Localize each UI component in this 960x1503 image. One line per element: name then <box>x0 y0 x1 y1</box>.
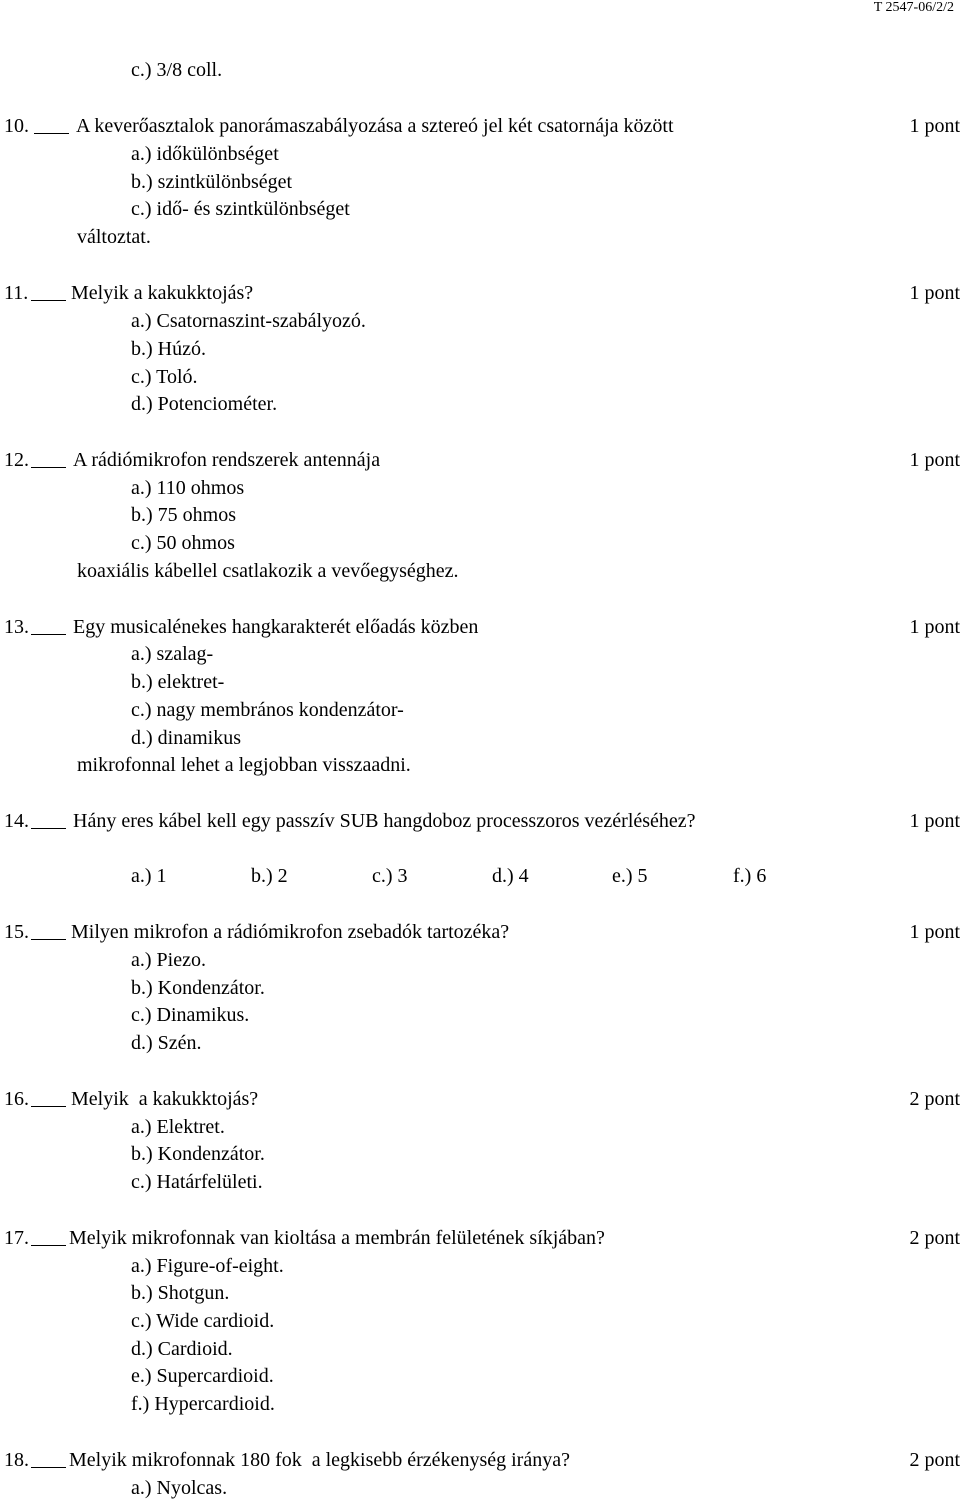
question-tail: koaxiális kábellel csatlakozik a vevőegységhez. <box>77 560 459 582</box>
option-a: a.) 1 <box>131 865 167 887</box>
option-a: a.) Nyolcas. <box>131 1477 228 1499</box>
question-number: 15. <box>4 921 29 943</box>
option-c: c.) idő- és szintkülönbséget <box>131 198 350 220</box>
answer-blank[interactable] <box>31 1106 66 1107</box>
question-number: 11. <box>4 282 29 304</box>
question-number: 10. <box>4 115 29 137</box>
question-text: Melyik mikrofonnak 180 fok a legkisebb érzékenység iránya? <box>69 1449 570 1471</box>
option-c: c.) 50 ohmos <box>131 532 235 554</box>
answer-blank[interactable] <box>31 1245 66 1246</box>
answer-blank[interactable] <box>31 634 66 635</box>
question-number: 16. <box>4 1088 29 1110</box>
question-number: 18. <box>4 1449 29 1471</box>
question-number: 17. <box>4 1227 29 1249</box>
option-b: b.) Shotgun. <box>131 1282 230 1304</box>
option-c: c.) 3 <box>372 865 408 887</box>
option-d: d.) 4 <box>492 865 529 887</box>
option-b: b.) Kondenzátor. <box>131 977 265 999</box>
option-e: e.) Supercardioid. <box>131 1365 274 1387</box>
question-number: 13. <box>4 616 29 638</box>
option-b: b.) 75 ohmos <box>131 504 236 526</box>
question-text: Melyik a kakukktojás? <box>71 282 254 304</box>
question-points: 1 pont <box>909 810 960 832</box>
option-b: b.) Kondenzátor. <box>131 1143 265 1165</box>
answer-blank[interactable] <box>31 828 66 829</box>
option-a: a.) 110 ohmos <box>131 477 245 499</box>
option-c: c.) nagy membrános kondenzátor- <box>131 699 404 721</box>
question-text: Melyik a kakukktojás? <box>71 1088 259 1110</box>
question-text: A keverőasztalok panorámaszabályozása a sztereó jel két csatornája között <box>76 115 674 137</box>
option-d: d.) Szén. <box>131 1032 202 1054</box>
question-text: Hány eres kábel kell egy passzív SUB hangdoboz processzoros vezérléséhez? <box>73 810 696 832</box>
document-code: T 2547-06/2/2 <box>873 0 954 15</box>
option-a: a.) Elektret. <box>131 1116 225 1138</box>
question-points: 2 pont <box>909 1088 960 1110</box>
option-c: c.) Dinamikus. <box>131 1004 250 1026</box>
question-tail: mikrofonnal lehet a legjobban visszaadni. <box>77 754 411 776</box>
question-points: 1 pont <box>909 616 960 638</box>
question-points: 1 pont <box>909 921 960 943</box>
question-points: 2 pont <box>909 1227 960 1249</box>
option-f: f.) Hypercardioid. <box>131 1393 275 1415</box>
option-a: a.) Figure-of-eight. <box>131 1255 284 1277</box>
option-a: a.) időkülönbséget <box>131 143 279 165</box>
question-points: 2 pont <box>909 1449 960 1471</box>
option-d: d.) Potenciométer. <box>131 393 278 415</box>
question-text: Milyen mikrofon a rádiómikrofon zsebadók tartozéka? <box>71 921 510 943</box>
option-a: a.) Piezo. <box>131 949 206 971</box>
option-b: b.) elektret- <box>131 671 225 693</box>
option-d: d.) dinamikus <box>131 727 241 749</box>
question-tail: változtat. <box>77 226 151 248</box>
option-e: e.) 5 <box>612 865 648 887</box>
question-text: Melyik mikrofonnak van kioltása a membrán felületének síkjában? <box>69 1227 605 1249</box>
question-text: Egy musicalénekes hangkarakterét előadás közben <box>73 616 479 638</box>
answer-blank[interactable] <box>31 1467 66 1468</box>
option-a: a.) szalag- <box>131 643 214 665</box>
question-points: 1 pont <box>909 282 960 304</box>
option-c: c.) Toló. <box>131 366 198 388</box>
answer-blank[interactable] <box>34 133 69 134</box>
answer-blank[interactable] <box>31 300 66 301</box>
option-c: c.) Wide cardioid. <box>131 1310 275 1332</box>
option-f: f.) 6 <box>733 865 767 887</box>
question-points: 1 pont <box>909 449 960 471</box>
question-points: 1 pont <box>909 115 960 137</box>
question-text: A rádiómikrofon rendszerek antennája <box>73 449 381 471</box>
answer-blank[interactable] <box>31 467 66 468</box>
option-b: b.) 2 <box>251 865 288 887</box>
option-b: b.) Húzó. <box>131 338 206 360</box>
option-b: b.) szintkülönbséget <box>131 171 293 193</box>
question-number: 12. <box>4 449 29 471</box>
answer-blank[interactable] <box>31 939 66 940</box>
carryover-option: c.) 3/8 coll. <box>131 59 223 81</box>
option-d: d.) Cardioid. <box>131 1338 233 1360</box>
option-a: a.) Csatornaszint-szabályozó. <box>131 310 366 332</box>
question-number: 14. <box>4 810 29 832</box>
option-c: c.) Határfelületi. <box>131 1171 263 1193</box>
